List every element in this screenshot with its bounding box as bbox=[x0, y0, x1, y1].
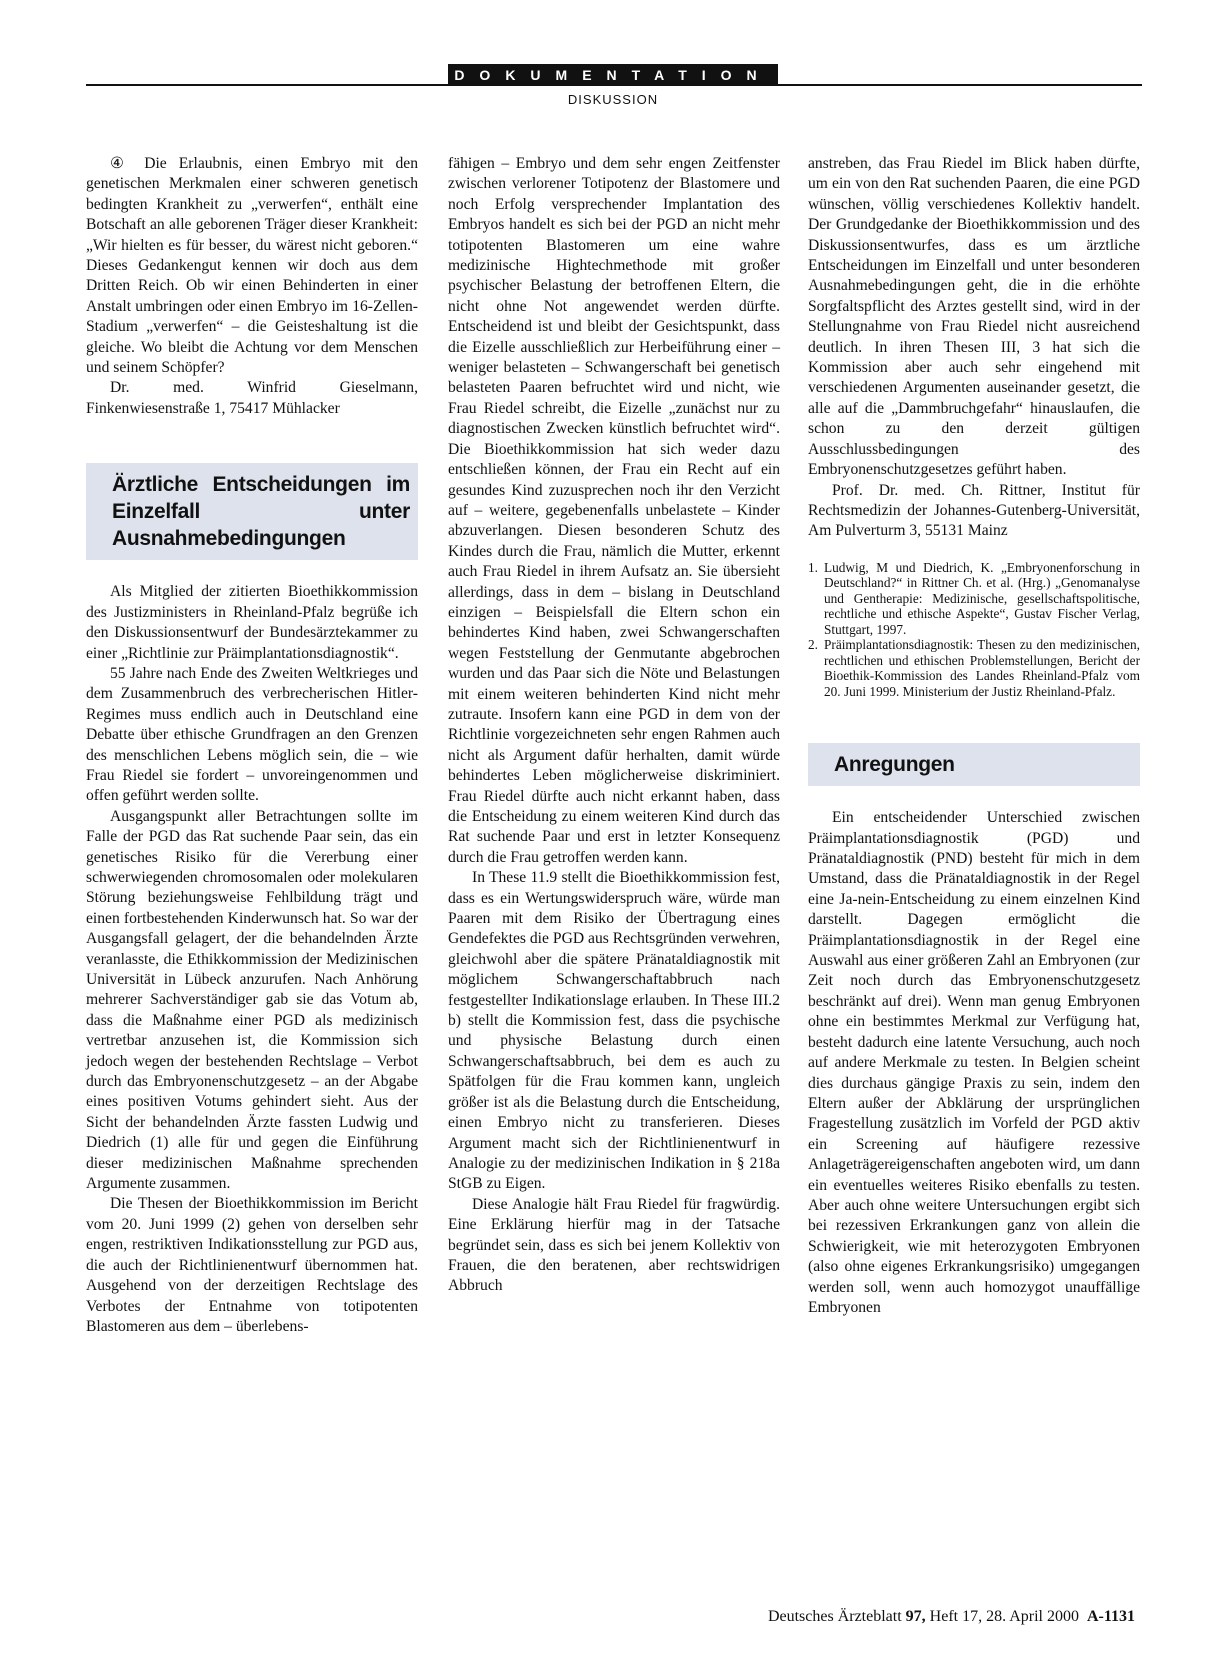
column-1 bbox=[86, 154, 418, 1337]
letter-signature: Prof. Dr. med. Ch. Rittner, Institut für Rechtsmedizin der Johannes-Gutenberg-Universität, Am Pulverturm 3, 55131 Mainz bbox=[808, 481, 1140, 540]
reference-number: 1. bbox=[808, 559, 818, 575]
body-paragraph: 55 Jahre nach Ende des Zweiten Weltkrieges und dem Zusammenbruch des verbrecherischen Hitler-Regimes muss endlich auch in Deutschland eine Debatte über ethische Grundfragen an den Grenzen des menschlichen Lebens möglich sein, die – wie Frau Riedel sie fordert – unvoreingenommen und offen geführt werden sollte. bbox=[86, 664, 418, 805]
section-heading-box: Anregungen bbox=[808, 743, 1140, 786]
body-paragraph: Die Thesen der Bioethikkommission im Bericht vom 20. Juni 1999 (2) gehen von derselben sehr engen, restriktiven Indikationsstellung zur PGD aus, die auch der Richtlinienentwurf übernommen hat. Ausgehend von der derzeitigen Rechtslage des Verbotes der Entnahme von totipotenten Blastomeren aus dem – überlebens- bbox=[86, 1195, 418, 1335]
letter-signature: Dr. med. Winfrid Gieselmann, Finkenwiesenstraße 1, 75417 Mühlacker bbox=[86, 379, 418, 417]
reference-text: Präimplantationsdiagnostik: Thesen zu den medizinischen, rechtlichen und ethischen Problemstellungen, Bericht der Bioethik-Kommission des Landes Rheinland-Pfalz vom 20. Juni 1999. Ministerium der Justiz Rheinland-Pfalz. bbox=[824, 637, 1140, 699]
reference-list bbox=[808, 560, 1140, 700]
body-paragraph: Ein entscheidender Unterschied zwischen Präimplantationsdiagnostik (PGD) und Pränataldiagnostik (PND) besteht für mich in dem Umstand, dass die Pränataldiagnostik in der Regel eine Ja-nein-Entscheidung zu einem einzelnen Kind darstellt. Dagegen ermöglicht die Präimplantationsdiagnostik in der Regel eine Auswahl aus einer größeren Zahl an Embryonen (zur Zeit noch durch das Embryonenschutzgesetz beschränkt auf drei). Wenn man genug Embryonen ohne ein bestimmtes Merkmal zur Verfügung hat, besteht dadurch eine latente Versuchung, auch noch auf andere Merkmale zu testen. In Belgien scheint dies durchaus gängige Praxis zu sein, indem den Eltern außer der Abklärung der ursprünglichen Fragestellung zusätzlich im Vorfeld der PGD aktiv ein Screening auf häufigere rezessive Anlageträgereigenschaften angeboten wird, um dann ein eventuelles weiteres Risiko ebenfalls zu testen. Aber auch ohne weitere Untersuchungen ergibt sich bei rezessiven Erkrankungen ganz von allein die Schwierigkeit, wie mit heterozygoten Embryonen (also ohne eigenes Erkrankungsrisiko) umgegangen werden soll, wenn auch homozygot unauffällige Embryonen bbox=[808, 809, 1140, 1316]
reference-item bbox=[808, 560, 1140, 638]
journal-name: Deutsches Ärzteblatt bbox=[767, 1608, 902, 1625]
page-number: A-1131 bbox=[1087, 1608, 1135, 1625]
body-paragraph: Als Mitglied der zitierten Bioethikkommission des Justizministers in Rheinland-Pfalz begrüße ich den Diskussionsentwurf der Bundesärztekammer zu einer „Richtlinie zur Präimplantationsdiagnostik“. bbox=[86, 583, 418, 662]
subsection-label: DISKUSSION bbox=[567, 92, 659, 107]
body-paragraph: In These 11.9 stellt die Bioethikkommission fest, dass es ein Wertungswiderspruch wäre, würde man Paaren mit dem Risiko der Übertragung eines Gendefektes die PGD aus Rechtsgründen verwehren, gleichwohl aber die spätere Pränataldiagnostik mit möglichem Schwangerschaftabbruch nach festgestellter Indikationslage erlauben. In These III.2 b) stellt die Kommission fest, dass die psychische und physische Belastung durch einen Schwangerschaftsabbruch, bei dem es auch zu Spätfolgen für die Frau kommen kann, ungleich größer ist als die Belastung durch die Entscheidung, einen Embryo nicht zu transferieren. Dieses Argument macht sich der Richtlinienentwurf in Analogie zu der medizinischen Indikation in § 218a StGB zu Eigen. bbox=[448, 869, 780, 1193]
reference-item bbox=[808, 637, 1140, 699]
reference-text: Ludwig, M und Diedrich, K. „Embryonenforschung in Deutschland?“ in Rittner Ch. et al. (Hrg.) „Genomanalyse und Gentherapie: Medizinische, gesellschaftspolitische, rechtliche und ethische Aspekte“, Gustav Fischer Verlag, Stuttgart, 1997. bbox=[824, 559, 1140, 637]
body-paragraph: anstreben, das Frau Riedel im Blick haben dürfte, um ein von den Rat suchenden Paaren, die eine PGD wünschen, völlig verschiedenes Kollektiv handelt. Der Grundgedanke der Bioethikkommission und des Diskussionsentwurfes, dass es um ärztliche Entscheidungen im Einzelfall und unter besonderen Ausnahmebedingungen geht, die in die erhöhte Sorgfaltspflicht des Arztes gestellt sind, wird in der Stellungnahme von Frau Riedel nicht ausreichend deutlich. In ihren Thesen III, 3 hat sich die Kommission aber auch sehr eingehend mit verschiedenen Argumenten auseinander gesetzt, die alle auf die „Dammbruchgefahr“ hinauslaufen, die schon zu den derzeit gültigen Ausschlussbedingungen des Embryonenschutzgesetzes geführt haben. bbox=[808, 155, 1140, 479]
reference-number: 2. bbox=[808, 637, 818, 653]
body-paragraph: Ausgangspunkt aller Betrachtungen sollte im Falle der PGD das Rat suchende Paar sein, das ein genetisches Risiko für die Vererbung einer schwerwiegenden chromosomalen oder molekularen Störung beziehungsweise Fehlbildung trägt und einen fortbestehenden Kinderwunsch hat. So war der Ausgangsfall gelagert, der die behandelnden Ärzte veranlasste, die Ethikkommission der Medizinischen Universität in Lübeck anzurufen. Nach Anhörung mehrerer Sachverständiger gab sie das Votum ab, dass die Maßnahme einer PGD als medizinisch vertretbar anzusehen ist, die Kommission sich jedoch wegen der bestehenden Rechtslage – Verbot durch das Embryonenschutzgesetz – an der Abgabe eines positiven Votums gehindert sieht. Aus der Sicht der behandelnden Ärzte fassten Ludwig und Diedrich (1) alle für und gegen die Einführung dieser medizinischen Maßnahme sprechenden Argumente zusammen. bbox=[86, 807, 418, 1193]
letter-paragraph: ④ Die Erlaubnis, einen Embryo mit den genetischen Merkmalen einer schweren genetisch bedingten Krankheit zu „verwerfen“, enthält eine Botschaft an alle geborenen Träger dieser Krankheit: „Wir hielten es für besser, du wärest nicht geboren.“ Dieses Gedankengut kennen wir doch aus dem Dritten Reich. Ob wir einen Behinderten in einer Anstalt umbringen oder einen Embryo im 16-Zellen-Stadium „verwerfen“ – die Geisteshaltung ist die gleiche. Wo bleibt die Achtung vor dem Menschen und seinem Schöpfer? bbox=[86, 155, 418, 377]
section-heading-box: Ärztliche Entscheidungen im Einzelfall unter Ausnahmebedingungen bbox=[86, 463, 418, 560]
column-3 bbox=[808, 154, 1140, 1318]
page-footer bbox=[768, 1608, 1135, 1626]
column-2 bbox=[448, 154, 780, 1297]
section-label: DOKUMENTATION bbox=[448, 64, 778, 86]
journal-issue: Heft 17, 28. April 2000 bbox=[929, 1608, 1079, 1625]
body-paragraph: fähigen – Embryo und dem sehr engen Zeitfenster zwischen verlorener Totipotenz der Blastomere und noch Erfolg versprechender Implantation des Embryos handelt es sich bei der PGD an nicht mehr totipotenten Blastomeren um eine wahre medizinische Hightechmethode mit großer psychischer Belastung der betroffenen Eltern, die nicht ohne Not angewendet werden dürfte. Entscheidend ist und bleibt der Gesichtspunkt, dass die Eizelle ausschließlich zur Herbeiführung einer – weniger belasteten – Schwangerschaft bei genetisch belasteten Paaren befruchtet wird und nicht, wie Frau Riedel schreibt, die Eizelle „zunächst nur zu diagnostischen Zwecken künstlich befruchtet wird“. Die Bioethikkommission hat sich weder dazu entschließen können, der Frau ein Recht auf ein gesundes Kind zuzusprechen noch ihr den Verzicht auf – weitere, gegebenenfalls unbelastete – Kinder abzuverlangen. Diesen besonderen Schutz des Kindes durch die Frau, nämlich die Mutter, erkennt auch Frau Riedel in ihrem Aufsatz an. Sie übersieht allerdings, dass in dem – bislang in Deutschland einzigen – Beispielsfall die Eltern schon ein behindertes Kind haben, zwei Schwangerschaften wegen Feststellung der Genmutante abgebrochen wurden und das Paar sich die Nöte und Belastungen mit einem weiteren behinderten Kind nicht mehr zutraute. Insofern kann eine PGD in dem von der Richtlinie vorgezeichneten sehr engen Rahmen auch nicht als Argument dafür herhalten, damit würde behindertes Leben möglicherweise diskriminiert. Frau Riedel dürfte auch nicht erkannt haben, dass die Entscheidung zu einem weiteren Kind durch das Rat suchende Paar und erst in letzter Konsequenz durch die Frau getroffen werden kann. bbox=[448, 155, 780, 866]
body-paragraph: Diese Analogie hält Frau Riedel für fragwürdig. Eine Erklärung hierfür mag in der Tatsache begründet sein, dass es sich bei jenem Kollektiv von Frauen, die den beratenen, aber rechtswidrigen Abbruch bbox=[448, 1195, 780, 1295]
journal-volume: 97, bbox=[905, 1608, 926, 1625]
